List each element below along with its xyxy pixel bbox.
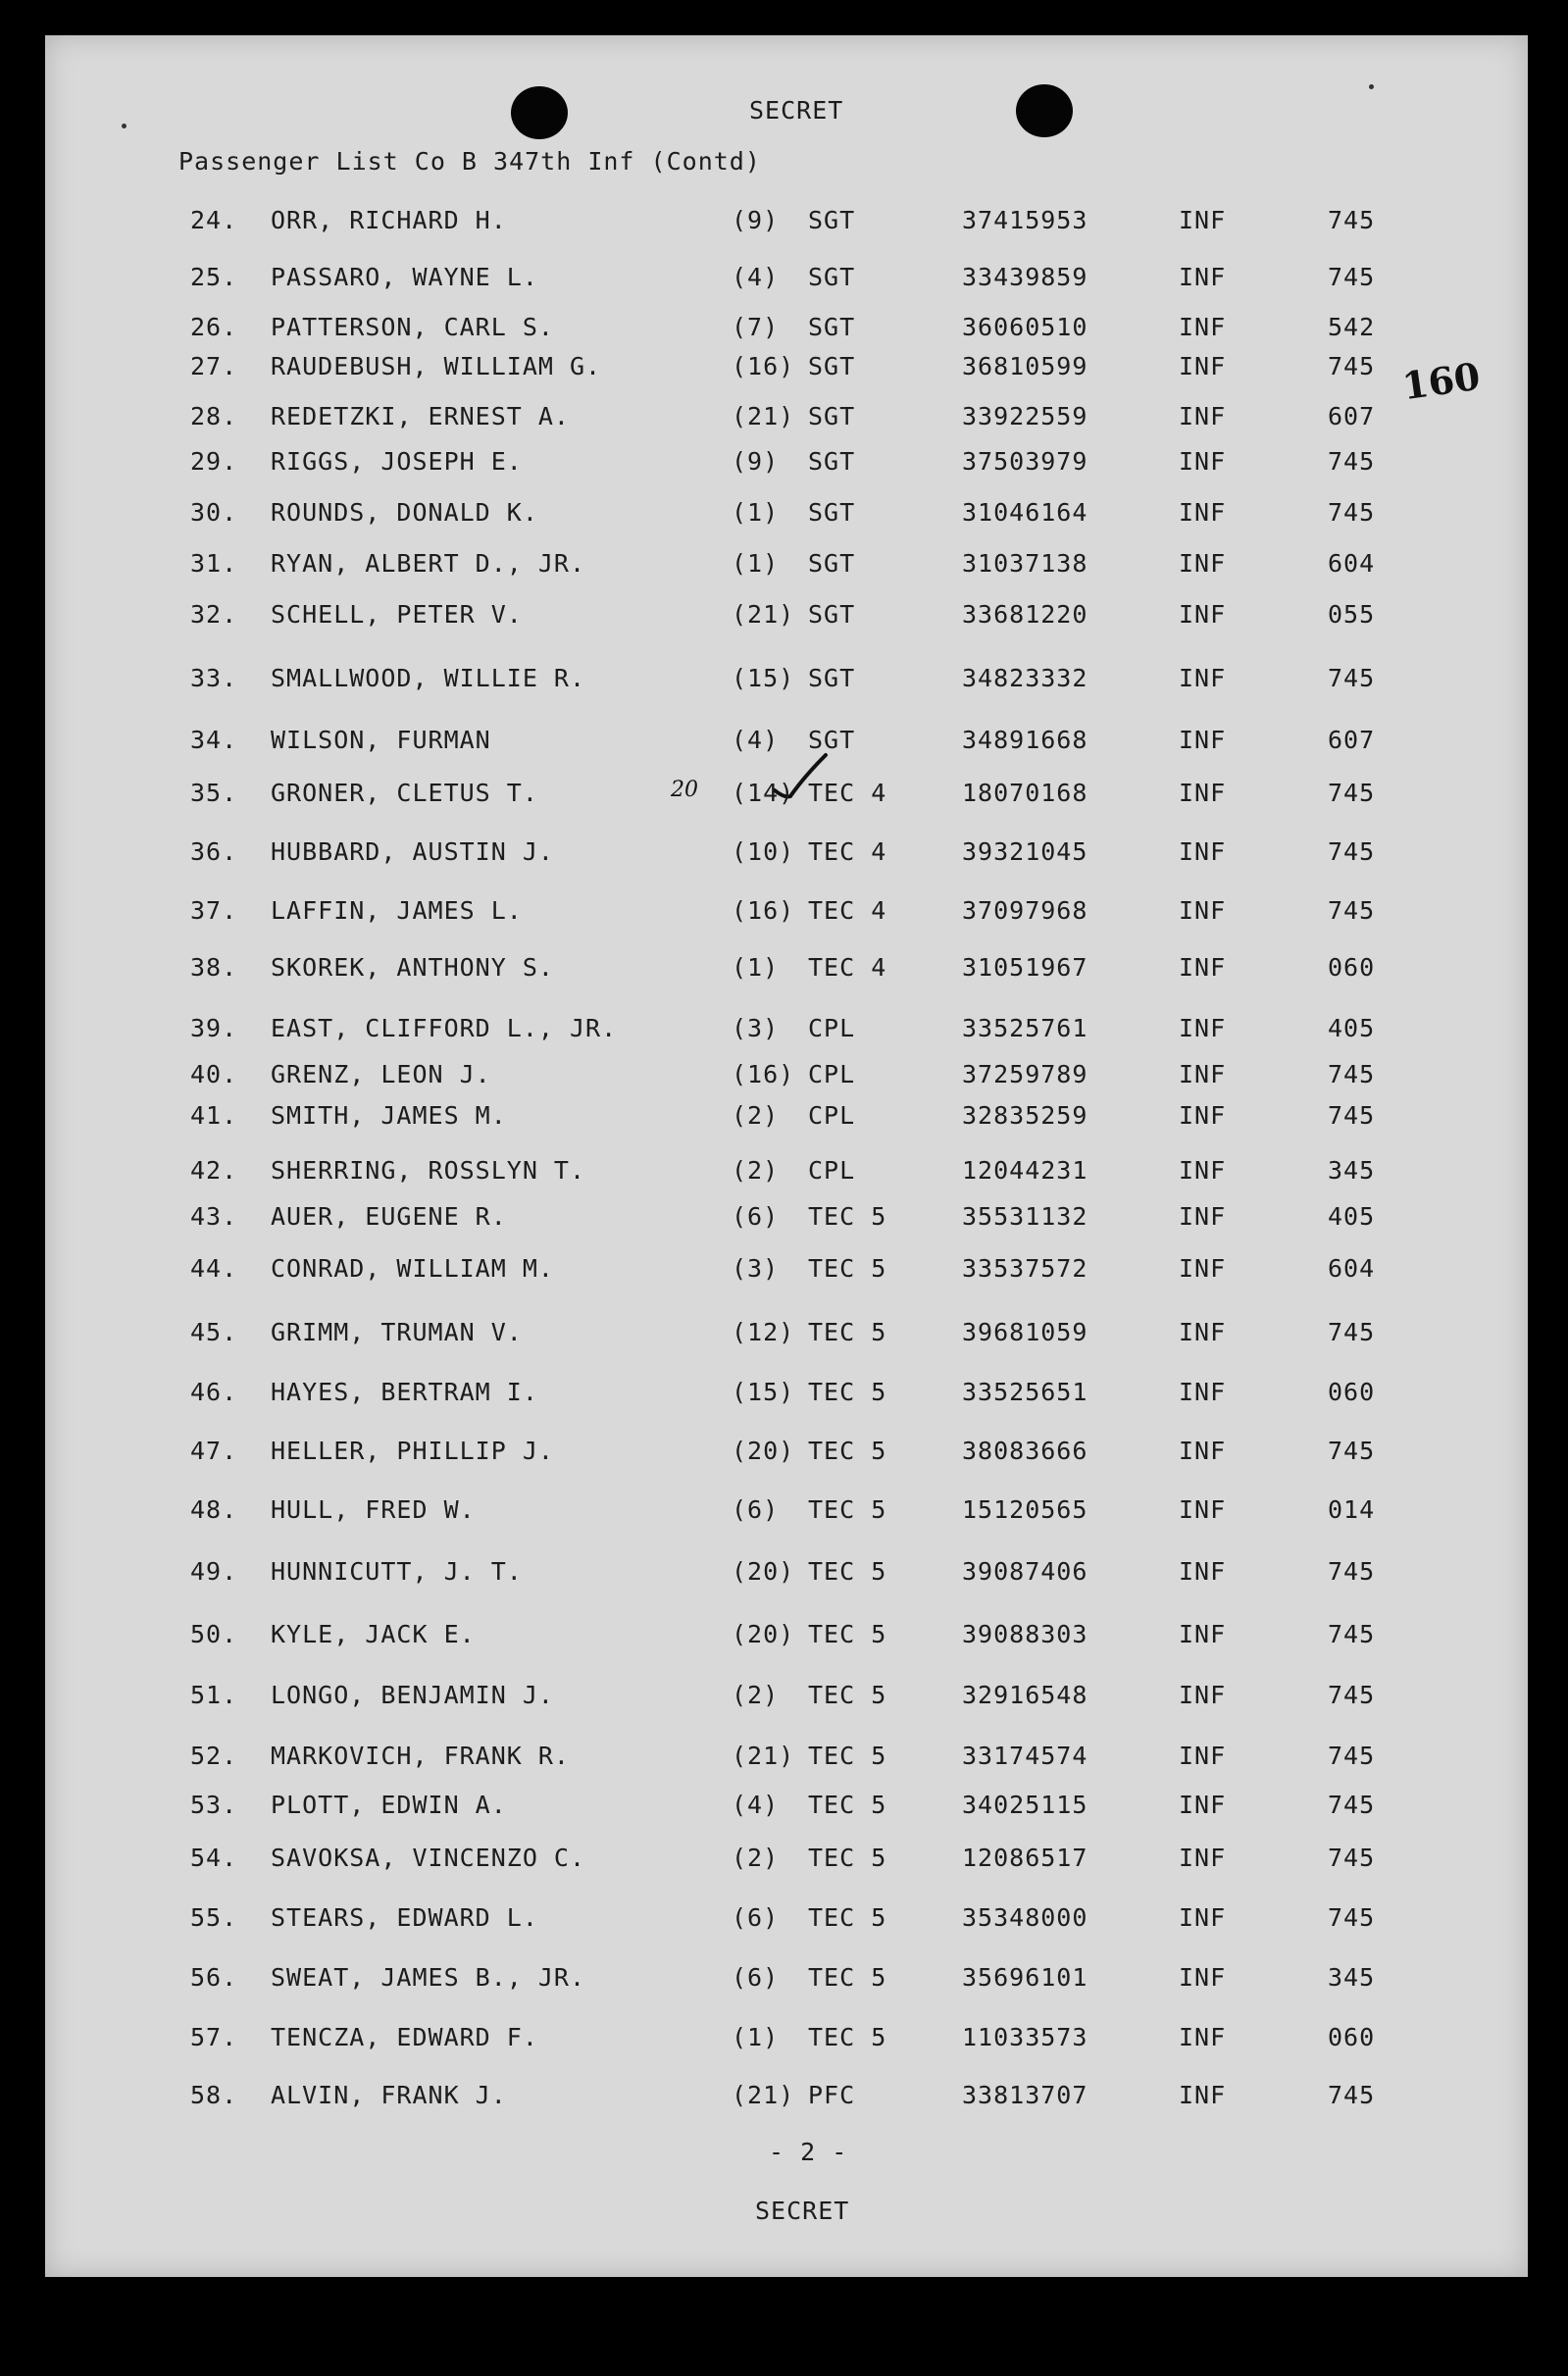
grade: TEC 5 xyxy=(808,1378,887,1406)
passenger-name: SMITH, JAMES M. xyxy=(271,1101,507,1130)
code-number: (20) xyxy=(732,1620,795,1648)
passenger-name: GRIMM, TRUMAN V. xyxy=(271,1318,523,1346)
arm-of-service: INF xyxy=(1179,1156,1227,1185)
specialty-number: 745 xyxy=(1328,2081,1376,2109)
arm-of-service: INF xyxy=(1179,498,1227,527)
serial-number: 11033573 xyxy=(962,2023,1088,2051)
grade: SGT xyxy=(808,352,856,380)
row-number: 41. xyxy=(190,1101,238,1130)
grade: SGT xyxy=(808,549,856,578)
passenger-name: HELLER, PHILLIP J. xyxy=(271,1437,554,1465)
grade: SGT xyxy=(808,447,856,476)
grade: SGT xyxy=(808,402,856,430)
row-number: 36. xyxy=(190,837,238,866)
arm-of-service: INF xyxy=(1179,896,1227,925)
arm-of-service: INF xyxy=(1179,664,1227,692)
serial-number: 15120565 xyxy=(962,1495,1088,1524)
arm-of-service: INF xyxy=(1179,1495,1227,1524)
serial-number: 12086517 xyxy=(962,1844,1088,1872)
specialty-number: 745 xyxy=(1328,206,1376,234)
specialty-number: 745 xyxy=(1328,1791,1376,1819)
arm-of-service: INF xyxy=(1179,1060,1227,1088)
row-number: 39. xyxy=(190,1014,238,1042)
code-number: (3) xyxy=(732,1014,780,1042)
table-row xyxy=(45,263,1528,292)
table-row xyxy=(45,313,1528,342)
specialty-number: 745 xyxy=(1328,1903,1376,1932)
specialty-number: 745 xyxy=(1328,1557,1376,1586)
specialty-number: 014 xyxy=(1328,1495,1376,1524)
row-number: 35. xyxy=(190,779,238,807)
specialty-number: 745 xyxy=(1328,1620,1376,1648)
serial-number: 31046164 xyxy=(962,498,1088,527)
passenger-name: SMALLWOOD, WILLIE R. xyxy=(271,664,586,692)
serial-number: 37503979 xyxy=(962,447,1088,476)
row-number: 42. xyxy=(190,1156,238,1185)
serial-number: 31037138 xyxy=(962,549,1088,578)
specialty-number: 745 xyxy=(1328,1844,1376,1872)
code-number: (6) xyxy=(732,1202,780,1231)
code-number: (4) xyxy=(732,1791,780,1819)
table-row xyxy=(45,664,1528,693)
grade: TEC 5 xyxy=(808,1254,887,1283)
row-number: 32. xyxy=(190,600,238,629)
serial-number: 32835259 xyxy=(962,1101,1088,1130)
code-number: (21) xyxy=(732,600,795,629)
serial-number: 18070168 xyxy=(962,779,1088,807)
paper-speck xyxy=(122,124,126,128)
arm-of-service: INF xyxy=(1179,1620,1227,1648)
specialty-number: 542 xyxy=(1328,313,1376,341)
table-row xyxy=(45,2081,1528,2110)
grade: TEC 5 xyxy=(808,1963,887,1992)
specialty-number: 745 xyxy=(1328,779,1376,807)
arm-of-service: INF xyxy=(1179,206,1227,234)
row-number: 58. xyxy=(190,2081,238,2109)
code-number: (4) xyxy=(732,726,780,754)
passenger-name: PLOTT, EDWIN A. xyxy=(271,1791,507,1819)
row-number: 57. xyxy=(190,2023,238,2051)
passenger-name: SKOREK, ANTHONY S. xyxy=(271,953,554,982)
arm-of-service: INF xyxy=(1179,1903,1227,1932)
arm-of-service: INF xyxy=(1179,447,1227,476)
arm-of-service: INF xyxy=(1179,779,1227,807)
passenger-name: WILSON, FURMAN xyxy=(271,726,491,754)
grade: CPL xyxy=(808,1156,856,1185)
code-number: (10) xyxy=(732,837,795,866)
grade: TEC 4 xyxy=(808,896,887,925)
code-number: (6) xyxy=(732,1963,780,1992)
code-number: (20) xyxy=(732,1437,795,1465)
table-row xyxy=(45,837,1528,867)
serial-number: 34823332 xyxy=(962,664,1088,692)
arm-of-service: INF xyxy=(1179,2081,1227,2109)
table-row xyxy=(45,1378,1528,1407)
specialty-number: 745 xyxy=(1328,664,1376,692)
table-row xyxy=(45,1681,1528,1710)
arm-of-service: INF xyxy=(1179,1202,1227,1231)
serial-number: 39321045 xyxy=(962,837,1088,866)
table-row xyxy=(45,1437,1528,1466)
specialty-number: 745 xyxy=(1328,1318,1376,1346)
grade: TEC 4 xyxy=(808,837,887,866)
specialty-number: 745 xyxy=(1328,896,1376,925)
code-number: (1) xyxy=(732,549,780,578)
row-number: 26. xyxy=(190,313,238,341)
serial-number: 39088303 xyxy=(962,1620,1088,1648)
table-row xyxy=(45,1791,1528,1820)
page-number: - 2 - xyxy=(769,2138,848,2166)
serial-number: 36060510 xyxy=(962,313,1088,341)
arm-of-service: INF xyxy=(1179,402,1227,430)
table-row xyxy=(45,953,1528,983)
serial-number: 35531132 xyxy=(962,1202,1088,1231)
grade: TEC 5 xyxy=(808,1681,887,1709)
passenger-name: STEARS, EDWARD L. xyxy=(271,1903,538,1932)
passenger-name: HAYES, BERTRAM I. xyxy=(271,1378,538,1406)
serial-number: 33525651 xyxy=(962,1378,1088,1406)
serial-number: 12044231 xyxy=(962,1156,1088,1185)
passenger-name: RIGGS, JOSEPH E. xyxy=(271,447,523,476)
grade: TEC 4 xyxy=(808,953,887,982)
handwritten-correction: 20 xyxy=(671,778,698,802)
arm-of-service: INF xyxy=(1179,1742,1227,1770)
table-row xyxy=(45,1254,1528,1284)
code-number: (16) xyxy=(732,352,795,380)
serial-number: 33174574 xyxy=(962,1742,1088,1770)
row-number: 52. xyxy=(190,1742,238,1770)
specialty-number: 745 xyxy=(1328,498,1376,527)
passenger-name: KYLE, JACK E. xyxy=(271,1620,476,1648)
specialty-number: 345 xyxy=(1328,1963,1376,1992)
specialty-number: 060 xyxy=(1328,1378,1376,1406)
table-row xyxy=(45,1202,1528,1232)
table-row xyxy=(45,779,1528,808)
code-number: (9) xyxy=(732,206,780,234)
table-row xyxy=(45,1844,1528,1873)
passenger-name: EAST, CLIFFORD L., JR. xyxy=(271,1014,618,1042)
passenger-name: SCHELL, PETER V. xyxy=(271,600,523,629)
code-number: (2) xyxy=(732,1844,780,1872)
grade: TEC 5 xyxy=(808,1202,887,1231)
arm-of-service: INF xyxy=(1179,953,1227,982)
passenger-name: PATTERSON, CARL S. xyxy=(271,313,554,341)
serial-number: 32916548 xyxy=(962,1681,1088,1709)
serial-number: 34025115 xyxy=(962,1791,1088,1819)
code-number: (21) xyxy=(732,2081,795,2109)
code-number: (14) xyxy=(732,779,795,807)
arm-of-service: INF xyxy=(1179,837,1227,866)
passenger-name: HULL, FRED W. xyxy=(271,1495,476,1524)
serial-number: 34891668 xyxy=(962,726,1088,754)
paper-speck xyxy=(1369,84,1374,89)
serial-number: 33681220 xyxy=(962,600,1088,629)
grade: SGT xyxy=(808,600,856,629)
passenger-name: ROUNDS, DONALD K. xyxy=(271,498,538,527)
grade: SGT xyxy=(808,726,856,754)
serial-number: 37415953 xyxy=(962,206,1088,234)
row-number: 49. xyxy=(190,1557,238,1586)
classification-bottom: SECRET xyxy=(755,2197,850,2225)
serial-number: 38083666 xyxy=(962,1437,1088,1465)
arm-of-service: INF xyxy=(1179,2023,1227,2051)
arm-of-service: INF xyxy=(1179,600,1227,629)
specialty-number: 060 xyxy=(1328,2023,1376,2051)
grade: TEC 5 xyxy=(808,1903,887,1932)
table-row xyxy=(45,1318,1528,1347)
serial-number: 39681059 xyxy=(962,1318,1088,1346)
passenger-name: LAFFIN, JAMES L. xyxy=(271,896,523,925)
passenger-name: GRENZ, LEON J. xyxy=(271,1060,491,1088)
table-row xyxy=(45,1060,1528,1089)
row-number: 34. xyxy=(190,726,238,754)
row-number: 28. xyxy=(190,402,238,430)
row-number: 53. xyxy=(190,1791,238,1819)
serial-number: 33439859 xyxy=(962,263,1088,291)
specialty-number: 745 xyxy=(1328,1437,1376,1465)
arm-of-service: INF xyxy=(1179,1963,1227,1992)
row-number: 24. xyxy=(190,206,238,234)
passenger-name: PASSARO, WAYNE L. xyxy=(271,263,538,291)
code-number: (16) xyxy=(732,1060,795,1088)
serial-number: 31051967 xyxy=(962,953,1088,982)
row-number: 51. xyxy=(190,1681,238,1709)
passenger-name: MARKOVICH, FRANK R. xyxy=(271,1742,570,1770)
row-number: 48. xyxy=(190,1495,238,1524)
grade: TEC 5 xyxy=(808,1318,887,1346)
table-row xyxy=(45,402,1528,431)
specialty-number: 745 xyxy=(1328,447,1376,476)
code-number: (6) xyxy=(732,1903,780,1932)
passenger-name: AUER, EUGENE R. xyxy=(271,1202,507,1231)
specialty-number: 607 xyxy=(1328,402,1376,430)
document-page xyxy=(45,35,1528,2277)
code-number: (15) xyxy=(732,1378,795,1406)
code-number: (15) xyxy=(732,664,795,692)
table-row xyxy=(45,600,1528,630)
table-row xyxy=(45,352,1528,381)
row-number: 27. xyxy=(190,352,238,380)
serial-number: 33922559 xyxy=(962,402,1088,430)
code-number: (2) xyxy=(732,1101,780,1130)
grade: TEC 5 xyxy=(808,1620,887,1648)
row-number: 33. xyxy=(190,664,238,692)
serial-number: 36810599 xyxy=(962,352,1088,380)
arm-of-service: INF xyxy=(1179,1318,1227,1346)
serial-number: 37259789 xyxy=(962,1060,1088,1088)
table-row xyxy=(45,1963,1528,1993)
row-number: 55. xyxy=(190,1903,238,1932)
grade: TEC 4 xyxy=(808,779,887,807)
serial-number: 33813707 xyxy=(962,2081,1088,2109)
code-number: (7) xyxy=(732,313,780,341)
row-number: 30. xyxy=(190,498,238,527)
serial-number: 35348000 xyxy=(962,1903,1088,1932)
passenger-name: RYAN, ALBERT D., JR. xyxy=(271,549,586,578)
punch-hole-right xyxy=(1016,84,1073,137)
specialty-number: 745 xyxy=(1328,837,1376,866)
grade: SGT xyxy=(808,313,856,341)
row-number: 43. xyxy=(190,1202,238,1231)
table-row xyxy=(45,1495,1528,1525)
row-number: 56. xyxy=(190,1963,238,1992)
arm-of-service: INF xyxy=(1179,1681,1227,1709)
passenger-name: SAVOKSA, VINCENZO C. xyxy=(271,1844,586,1872)
arm-of-service: INF xyxy=(1179,1378,1227,1406)
specialty-number: 607 xyxy=(1328,726,1376,754)
grade: TEC 5 xyxy=(808,1791,887,1819)
grade: TEC 5 xyxy=(808,1844,887,1872)
table-row xyxy=(45,1557,1528,1587)
passenger-name: ALVIN, FRANK J. xyxy=(271,2081,507,2109)
table-row xyxy=(45,726,1528,755)
specialty-number: 745 xyxy=(1328,1060,1376,1088)
passenger-name: HUNNICUTT, J. T. xyxy=(271,1557,523,1586)
arm-of-service: INF xyxy=(1179,352,1227,380)
table-row xyxy=(45,1101,1528,1131)
code-number: (21) xyxy=(732,1742,795,1770)
code-number: (20) xyxy=(732,1557,795,1586)
serial-number: 33525761 xyxy=(962,1014,1088,1042)
table-row xyxy=(45,1903,1528,1933)
classification-top: SECRET xyxy=(749,96,844,125)
passenger-name: LONGO, BENJAMIN J. xyxy=(271,1681,554,1709)
row-number: 50. xyxy=(190,1620,238,1648)
row-number: 54. xyxy=(190,1844,238,1872)
table-row xyxy=(45,1742,1528,1771)
passenger-name: GRONER, CLETUS T. xyxy=(271,779,538,807)
handwritten-page-number: 160 xyxy=(1399,353,1484,409)
row-number: 46. xyxy=(190,1378,238,1406)
serial-number: 37097968 xyxy=(962,896,1088,925)
code-number: (1) xyxy=(732,953,780,982)
list-heading: Passenger List Co B 347th Inf (Contd) xyxy=(178,147,761,176)
code-number: (3) xyxy=(732,1254,780,1283)
code-number: (16) xyxy=(732,896,795,925)
grade: SGT xyxy=(808,263,856,291)
table-row xyxy=(45,206,1528,235)
grade: CPL xyxy=(808,1014,856,1042)
code-number: (1) xyxy=(732,2023,780,2051)
serial-number: 39087406 xyxy=(962,1557,1088,1586)
specialty-number: 604 xyxy=(1328,1254,1376,1283)
row-number: 44. xyxy=(190,1254,238,1283)
specialty-number: 405 xyxy=(1328,1014,1376,1042)
arm-of-service: INF xyxy=(1179,263,1227,291)
passenger-name: CONRAD, WILLIAM M. xyxy=(271,1254,554,1283)
row-number: 45. xyxy=(190,1318,238,1346)
grade: CPL xyxy=(808,1101,856,1130)
table-row xyxy=(45,447,1528,477)
code-number: (2) xyxy=(732,1156,780,1185)
serial-number: 33537572 xyxy=(962,1254,1088,1283)
arm-of-service: INF xyxy=(1179,1437,1227,1465)
code-number: (21) xyxy=(732,402,795,430)
arm-of-service: INF xyxy=(1179,1254,1227,1283)
row-number: 25. xyxy=(190,263,238,291)
grade: CPL xyxy=(808,1060,856,1088)
arm-of-service: INF xyxy=(1179,1844,1227,1872)
passenger-name: ORR, RICHARD H. xyxy=(271,206,507,234)
serial-number: 35696101 xyxy=(962,1963,1088,1992)
grade: TEC 5 xyxy=(808,1437,887,1465)
passenger-name: SWEAT, JAMES B., JR. xyxy=(271,1963,586,1992)
specialty-number: 745 xyxy=(1328,1681,1376,1709)
code-number: (1) xyxy=(732,498,780,527)
table-row xyxy=(45,1620,1528,1649)
passenger-name: REDETZKI, ERNEST A. xyxy=(271,402,570,430)
table-row xyxy=(45,1014,1528,1043)
specialty-number: 745 xyxy=(1328,1742,1376,1770)
arm-of-service: INF xyxy=(1179,1791,1227,1819)
grade: TEC 5 xyxy=(808,1557,887,1586)
specialty-number: 745 xyxy=(1328,352,1376,380)
specialty-number: 745 xyxy=(1328,1101,1376,1130)
specialty-number: 405 xyxy=(1328,1202,1376,1231)
arm-of-service: INF xyxy=(1179,1014,1227,1042)
table-row xyxy=(45,498,1528,528)
table-row xyxy=(45,1156,1528,1186)
grade: TEC 5 xyxy=(808,2023,887,2051)
table-row xyxy=(45,2023,1528,2052)
passenger-name: TENCZA, EDWARD F. xyxy=(271,2023,538,2051)
code-number: (12) xyxy=(732,1318,795,1346)
row-number: 40. xyxy=(190,1060,238,1088)
table-row xyxy=(45,549,1528,579)
code-number: (2) xyxy=(732,1681,780,1709)
grade: TEC 5 xyxy=(808,1742,887,1770)
grade: PFC xyxy=(808,2081,856,2109)
row-number: 37. xyxy=(190,896,238,925)
arm-of-service: INF xyxy=(1179,1557,1227,1586)
grade: SGT xyxy=(808,498,856,527)
specialty-number: 745 xyxy=(1328,263,1376,291)
code-number: (9) xyxy=(732,447,780,476)
grade: TEC 5 xyxy=(808,1495,887,1524)
row-number: 38. xyxy=(190,953,238,982)
grade: SGT xyxy=(808,206,856,234)
grade: SGT xyxy=(808,664,856,692)
table-row xyxy=(45,896,1528,926)
code-number: (4) xyxy=(732,263,780,291)
passenger-name: HUBBARD, AUSTIN J. xyxy=(271,837,554,866)
punch-hole-left xyxy=(511,86,568,139)
passenger-name: RAUDEBUSH, WILLIAM G. xyxy=(271,352,602,380)
specialty-number: 055 xyxy=(1328,600,1376,629)
code-number: (6) xyxy=(732,1495,780,1524)
passenger-name: SHERRING, ROSSLYN T. xyxy=(271,1156,586,1185)
row-number: 29. xyxy=(190,447,238,476)
row-number: 31. xyxy=(190,549,238,578)
specialty-number: 060 xyxy=(1328,953,1376,982)
arm-of-service: INF xyxy=(1179,726,1227,754)
arm-of-service: INF xyxy=(1179,1101,1227,1130)
row-number: 47. xyxy=(190,1437,238,1465)
specialty-number: 604 xyxy=(1328,549,1376,578)
arm-of-service: INF xyxy=(1179,313,1227,341)
arm-of-service: INF xyxy=(1179,549,1227,578)
specialty-number: 345 xyxy=(1328,1156,1376,1185)
